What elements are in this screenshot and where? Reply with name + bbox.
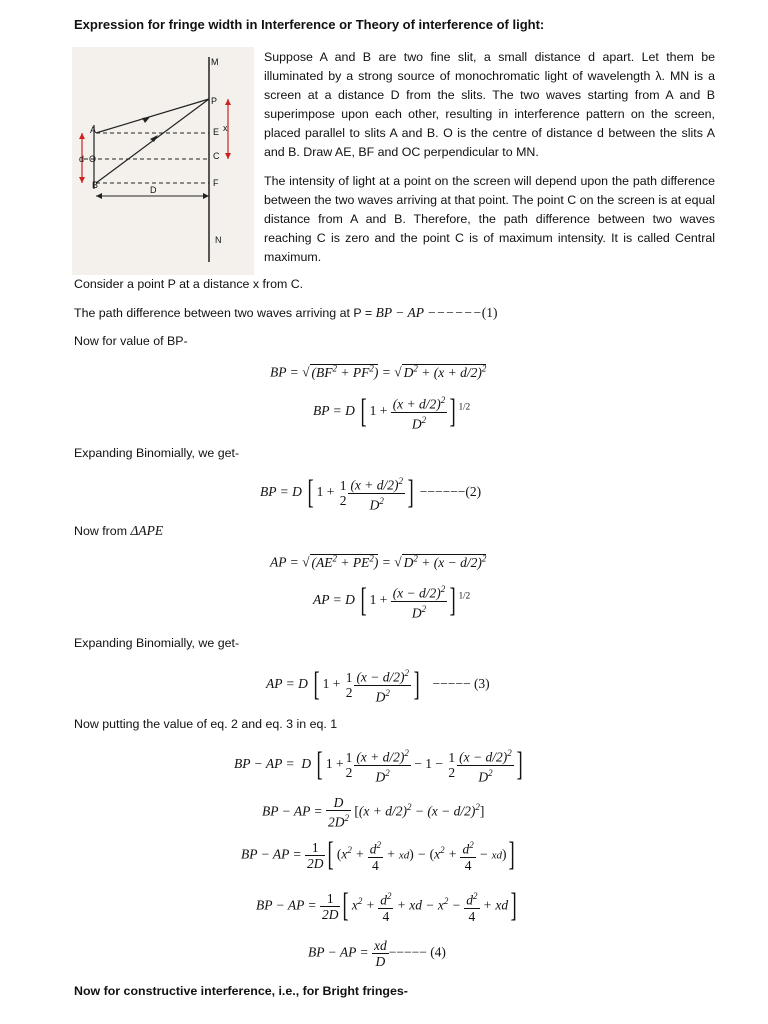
interference-diagram xyxy=(72,47,254,275)
now-from-text: Now from xyxy=(74,524,128,538)
label-a: A xyxy=(90,125,97,135)
intro-paragraph-2: The intensity of light at a point on the screen will depend upon the path difference between the two waves arriving at that point. The point C on the screen is at equal distance from A and B. Therefore, the path difference between two waves reaching C is zero and the point C is of maximum intensity. It is called Central maximum. xyxy=(264,174,715,264)
ray-ap-arrow xyxy=(142,117,150,123)
x-arrow-head-top xyxy=(225,99,231,105)
eq-ap-sqrt: AP = √ $(AE^2 + PE^2)$ = √ $D^2 + (x - d/2)^2$ xyxy=(270,553,487,570)
big-d-arrow-right xyxy=(203,193,209,199)
expand-text-1: Expanding Binomially, we get- xyxy=(74,446,240,460)
ray-bp xyxy=(96,99,209,183)
page-title: Expression for fringe width in Interference or Theory of interference of light: xyxy=(74,17,545,32)
eq-2: BP = D [ 1 + 1 2 $\frac{(x + d/2)^2}{D^2}$ ] −−−−−−(2) xyxy=(260,474,482,512)
eq-diff-3: BP − AP = $\frac{1}{2D}$ [ ($x^2$ + $\frac{d^2}{4}$ + $xd) - (x^2$ + $\frac{d^2}{4}$ − xd)] xyxy=(241,836,516,874)
eq-ap-power: AP = D [ 1 + $\frac{(x - d/2)^2}{D^2}$ ] $^{1/2}$ xyxy=(313,582,471,620)
label-c: C xyxy=(213,151,220,161)
eq-bp-power: BP = D [ 1 + $\frac{(x + d/2)^2}{D^2}$ ] $^{1/2}$ xyxy=(313,393,471,431)
putting-text: Now putting the value of eq. 2 and eq. 3 in eq. 1 xyxy=(74,717,338,731)
eq-3: AP = D [ 1 + 1 2 $\frac{(x - d/2)^2}{D^2}$ ] −−−−− (3) xyxy=(266,666,490,704)
eq-diff-1: BP − AP = D [ 1 + 1 2 $\frac{(x + d/2)^2}{D^2}$ − 1 − 1 2 $\frac{(x - d/2)^2}{D^2}$ ] xyxy=(234,746,523,784)
label-e: E xyxy=(213,127,220,137)
label-n: N xyxy=(215,235,222,245)
eq1-expression: BP − AP −−−−−−(1) xyxy=(375,305,498,320)
label-big-d: D xyxy=(150,185,157,195)
big-d-arrow-left xyxy=(96,193,102,199)
label-f: F xyxy=(213,178,219,188)
label-p: P xyxy=(211,96,218,106)
now-bp-text: Now for value of BP- xyxy=(74,334,188,348)
eq-diff-2: BP − AP = $\frac{D}{2D^2}$ $[(x + d/2)^2 - (x - d/2)^2]$ xyxy=(262,795,485,830)
constructive-text: Now for constructive interference, i.e., for Bright fringes- xyxy=(74,984,408,998)
eq-4: BP − AP = $\frac{xd}{D}$ −−−−− (4) xyxy=(308,938,446,969)
label-m: M xyxy=(211,57,219,67)
now-from-line xyxy=(74,523,163,539)
d-arrow-head-bottom xyxy=(79,177,85,183)
path-difference-line xyxy=(74,305,498,321)
intro-paragraph-1: Suppose A and B are two fine slit, a small distance d apart. Let them be illuminated by a strong source of monochromatic light of wavelength λ. MN is a screen at a distance D from the slits. The two waves starting from A and B superimpose upon each other, resulting in interference pattern on the screen, placed parallel to slits A and B. O is the centre of distance d between the slits A and B. Draw AE, BF and OC perpendicular to MN. xyxy=(264,50,715,159)
label-o: O xyxy=(89,154,97,164)
ray-ap xyxy=(96,99,209,133)
label-b: B xyxy=(92,180,99,190)
eq-diff-4: BP − AP = $\frac{1}{2D}$ [ $x^2$ + $\frac{d^2}{4}$ + xd − $x^2$ − $\frac{d^2}{4}$ + xd] xyxy=(256,887,517,925)
d-arrow-head-top xyxy=(79,133,85,139)
path-difference-text: The path difference between two waves arriving at P = xyxy=(74,306,373,320)
eq-bp-sqrt: BP = √ $(BF^2 + PF^2)$ = √ $D^2 + (x + d/2)^2$ xyxy=(270,363,487,380)
x-arrow-head-bottom xyxy=(225,153,231,159)
label-d: d xyxy=(79,154,85,164)
consider-text: Consider a point P at a distance x from C. xyxy=(74,277,304,291)
label-x: x xyxy=(223,123,228,133)
expand-text-2: Expanding Binomially, we get- xyxy=(74,636,240,650)
triangle-ape: ΔAPE xyxy=(130,523,164,538)
